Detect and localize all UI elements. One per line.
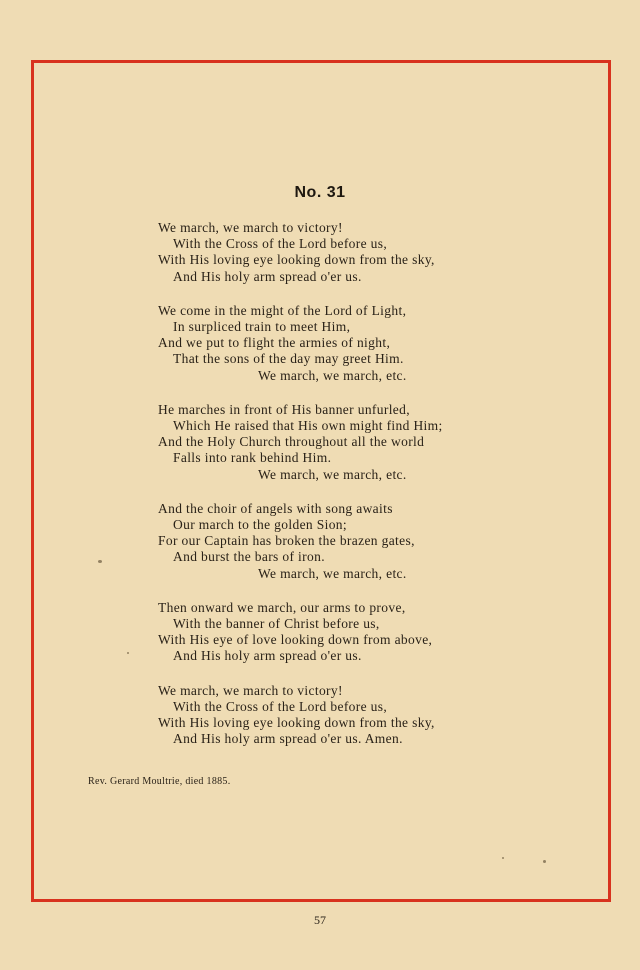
refrain-line: We march, we march, etc.	[258, 367, 407, 383]
verse-line: Falls into rank behind Him.	[173, 450, 332, 466]
verse-line: And the Holy Church throughout all the world	[158, 434, 425, 450]
stanza	[158, 501, 538, 582]
verse-line: In surpliced train to meet Him,	[173, 319, 351, 335]
verse-line: And His holy arm spread o'er us.	[173, 268, 362, 284]
verse-line: And the choir of angels with song awaits	[158, 500, 393, 516]
verse-line: And His holy arm spread o'er us.	[173, 648, 362, 664]
verse-line: And His holy arm spread o'er us. Amen.	[173, 731, 403, 747]
paper-speck	[127, 652, 129, 654]
verse-line: That the sons of the day may greet Him.	[173, 351, 404, 367]
verse-line: With His loving eye looking down from the sky,	[158, 715, 435, 731]
verse-line: With His loving eye looking down from the sky,	[158, 252, 435, 268]
hymn-number-title: No. 31	[294, 184, 346, 201]
paper-speck	[98, 560, 102, 563]
verse-line: And we put to flight the armies of night,	[158, 335, 391, 351]
author-attribution: Rev. Gerard Moultrie, died 1885.	[88, 776, 231, 787]
verse-line: Our march to the golden Sion;	[173, 517, 347, 533]
verse-line: We march, we march to victory!	[158, 220, 343, 235]
verse-line: We march, we march to victory!	[158, 682, 343, 698]
hymn-text	[158, 220, 538, 765]
verse-line: With the Cross of the Lord before us,	[173, 698, 388, 714]
page-number: 57	[314, 913, 326, 927]
verse-line: Which He raised that His own might find Him;	[173, 418, 443, 434]
stanza	[158, 303, 538, 384]
verse-line: With the Cross of the Lord before us,	[173, 236, 388, 252]
stanza	[158, 683, 538, 748]
verse-line: For our Captain has broken the brazen gates,	[158, 533, 415, 549]
verse-line: And burst the bars of iron.	[173, 549, 325, 565]
stanza	[158, 220, 538, 285]
verse-line: He marches in front of His banner unfurled,	[158, 401, 410, 417]
verse-line: Then onward we march, our arms to prove,	[158, 599, 406, 615]
refrain-line: We march, we march, etc.	[258, 565, 407, 581]
verse-line: We come in the might of the Lord of Light,	[158, 302, 407, 318]
verse-line: With His eye of love looking down from above,	[158, 632, 433, 648]
refrain-line: We march, we march, etc.	[258, 466, 407, 482]
stanza	[158, 600, 538, 665]
stanza	[158, 402, 538, 483]
paper-speck	[543, 860, 546, 863]
verse-line: With the banner of Christ before us,	[173, 616, 380, 632]
paper-speck	[502, 857, 504, 859]
